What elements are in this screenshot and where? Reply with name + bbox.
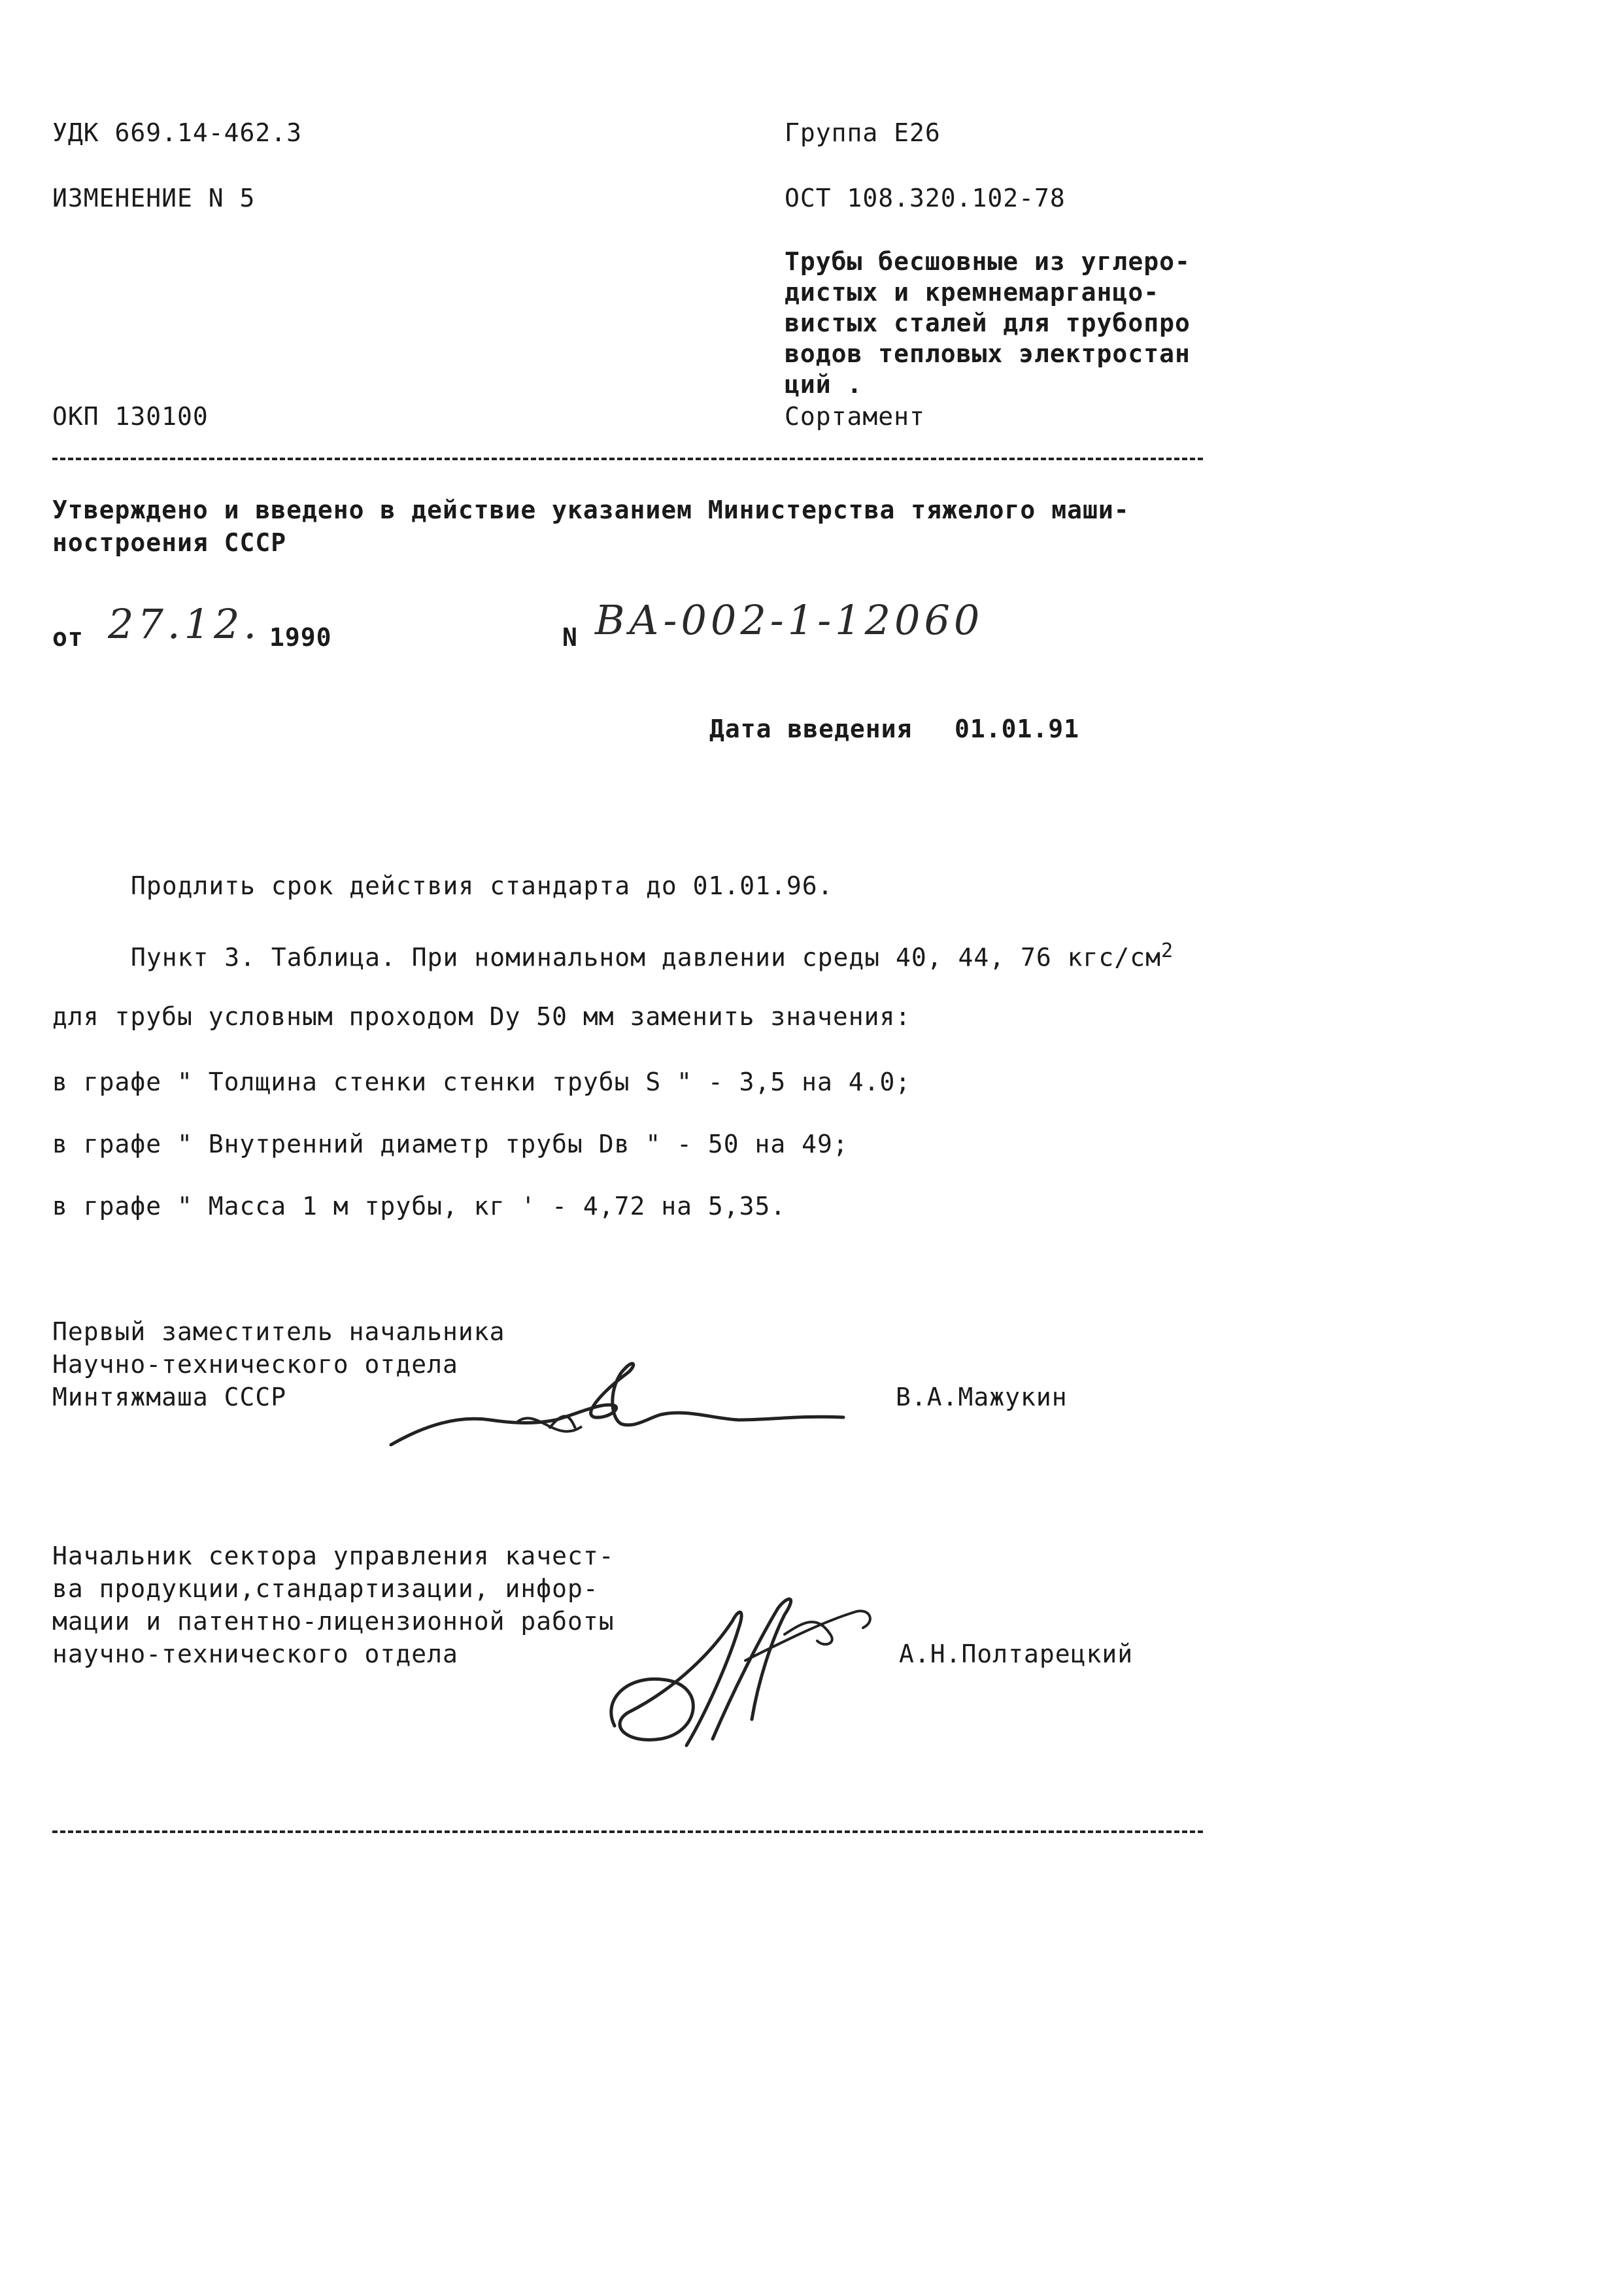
okp-code: ОКП 130100 xyxy=(52,402,209,431)
approval-line: Утверждено и введено в действие указанием Министерства тяжелого маши- xyxy=(52,496,1130,524)
handwritten-number: ВА-002-1-12060 xyxy=(595,596,984,644)
approval-year: 1990 xyxy=(269,623,332,652)
handwritten-signature xyxy=(386,1347,856,1451)
replacement-line: в графе " Внутренний диаметр трубы Dв " - 50 на 49; xyxy=(52,1130,849,1158)
change-number: ИЗМЕНЕНИЕ N 5 xyxy=(52,184,256,212)
title-line: вистых сталей для трубопро xyxy=(785,309,1191,337)
date-label: от xyxy=(52,623,84,652)
signatory-position-line: Начальник сектора управления качест- xyxy=(52,1542,615,1570)
title-line: дистых и кремнемарганцо- xyxy=(785,278,1160,307)
item-text-main: Пункт 3. Таблица. При номинальном давлении среды 40, 44, 76 кгс/см xyxy=(131,943,1161,972)
title-line: Трубы бесшовные из углеро- xyxy=(785,247,1191,276)
title-line: водов тепловых электростан xyxy=(785,339,1191,368)
introduction-label: Дата введения xyxy=(709,715,913,743)
handwritten-signature xyxy=(588,1582,902,1752)
group-code: Группа Е26 xyxy=(785,118,941,147)
item-continuation: для трубы условным проходом Dу 50 мм заменить значения: xyxy=(52,1002,911,1031)
title-line: ций . xyxy=(785,370,863,399)
signatory-position-line: Минтяжмаша СССР xyxy=(52,1383,287,1411)
signatory-position-line: мации и патентно-лицензионной работы xyxy=(52,1607,615,1636)
signatory-position-line: ва продукции,стандартизации, инфор- xyxy=(52,1574,599,1603)
approval-line: ностроения СССР xyxy=(52,528,287,557)
handwritten-date: 27.12. xyxy=(108,600,261,648)
replacement-line: в графе " Масса 1 м трубы, кг ' - 4,72 на 5,35. xyxy=(52,1192,787,1221)
number-label: N xyxy=(562,623,578,652)
title-subtitle: Сортамент xyxy=(785,402,925,431)
signatory-position-line: Научно-технического отдела xyxy=(52,1350,458,1379)
divider-top xyxy=(52,458,1203,460)
signatory-position-line: Первый заместитель начальника xyxy=(52,1317,505,1346)
udk-code: УДК 669.14-462.3 xyxy=(52,118,303,147)
item-text xyxy=(131,935,1174,974)
introduction-date: 01.01.91 xyxy=(955,715,1080,743)
standard-number: ОСТ 108.320.102-78 xyxy=(785,184,1066,212)
signatory-name: В.А.Мажукин xyxy=(896,1383,1068,1411)
replacement-line: в графе " Толщина стенки стенки трубы S " - 3,5 на 4.0; xyxy=(52,1068,911,1096)
divider-bottom xyxy=(52,1830,1203,1833)
signatory-name: А.Н.Полтарецкий xyxy=(899,1640,1134,1668)
signatory-position-line: научно-технического отдела xyxy=(52,1640,458,1668)
extension-text: Продлить срок действия стандарта до 01.01.96. xyxy=(131,871,834,900)
item-text-superscript: 2 xyxy=(1160,939,1174,962)
